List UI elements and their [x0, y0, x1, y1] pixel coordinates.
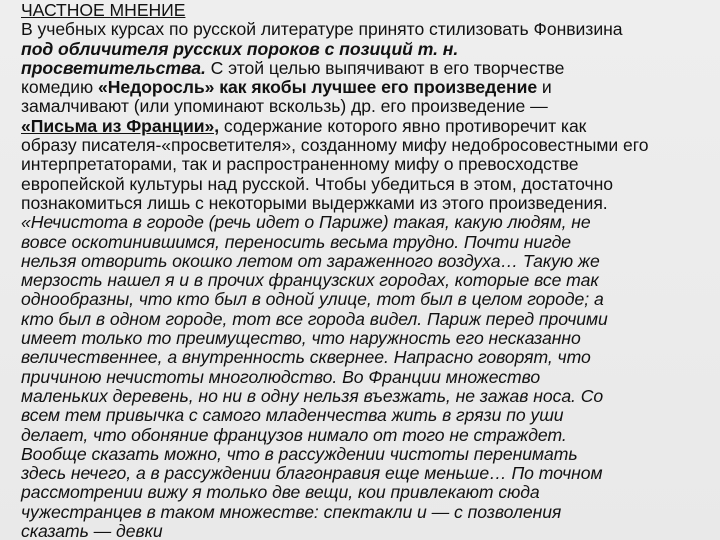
- text-segment: и: [537, 77, 552, 98]
- text-line: [21, 445, 714, 464]
- text-line: [21, 40, 714, 59]
- text-segment: европейской культуры над русской. Чтобы убедиться в этом, достаточно: [21, 173, 614, 194]
- text-line: [21, 252, 714, 271]
- text-segment: рассмотрении вижу я только две вещи, кои привлекают сюда: [21, 482, 540, 503]
- text-line: [21, 213, 714, 232]
- text-segment: вовсе оскотинившимся, переносить весьма трудно. Почти нигде: [21, 231, 571, 252]
- text-segment: однообразны, что кто был в одной улице, тот был в целом городе; а: [21, 289, 604, 310]
- text-line: [21, 175, 714, 194]
- text-line: [21, 406, 714, 425]
- text-segment: В учебных курсах по русской литературе принято стилизовать Фонвизина: [21, 19, 623, 40]
- text-line: [21, 483, 714, 502]
- text-line: [21, 97, 714, 116]
- text-segment: Вообще сказать можно, что в рассуждении чистоты перенимать: [21, 443, 578, 464]
- text-line: [21, 117, 714, 136]
- text-segment: имеет только то преимущество, что наружность его несказанно: [21, 328, 581, 349]
- text-line: [21, 271, 714, 290]
- text-line: [21, 194, 714, 213]
- text-line: [21, 310, 714, 329]
- text-segment: мерзость нашел я и в прочих французских городах, которые все так: [21, 270, 599, 291]
- text-segment: интерпретаторами, так и распространенному мифу о превосходстве: [21, 154, 579, 175]
- text-segment: величественнее, а внутренность сквернее. Напрасно говорят, что: [21, 347, 591, 368]
- text-segment: С этой целью выпячивают в его творчестве: [205, 57, 565, 78]
- text-line: [21, 20, 714, 39]
- text-segment: «Письма из Франции»,: [21, 115, 220, 136]
- text-line: [21, 78, 714, 97]
- text-segment: «Нечистота в городе (речь идет о Париже) такая, какую людям, не: [21, 212, 591, 233]
- text-line: [21, 348, 714, 367]
- text-segment: просветительства.: [21, 57, 206, 78]
- text-line: [21, 387, 714, 406]
- text-segment: делает, что обоняние французов нимало от того не страждет.: [21, 424, 567, 445]
- text-segment: всем тем привычка с самого младенчества жить в грязи по уши: [21, 405, 564, 426]
- text-line: [21, 522, 714, 540]
- text-line: [21, 233, 714, 252]
- text-segment: познакомиться лишь с некоторыми выдержками из этого произведения.: [21, 192, 608, 213]
- text-segment: нельзя отворить окошко летом от зараженного воздуха… Такую же: [21, 250, 600, 271]
- text-line: [21, 290, 714, 309]
- text-segment: кто был в одном городе, тот все города видел. Париж перед прочими: [21, 308, 608, 329]
- text-segment: комедию: [21, 77, 98, 98]
- text-line: [21, 59, 714, 78]
- text-line: [21, 136, 714, 155]
- text-segment: чужестранцев в таком множестве: спектакли и — с позволения: [21, 501, 562, 522]
- text-segment: под обличителя русских пороков с позиций т. н.: [21, 38, 459, 59]
- text-segment: маленьких деревень, но ни в одну нельзя въезжать, не зажав носа. Со: [21, 385, 604, 406]
- text-segment: сказать — девки: [21, 521, 163, 540]
- document-text: [21, 1, 714, 540]
- text-segment: замалчивают (или упоминают вскользь) др. его произведение —: [21, 96, 548, 117]
- text-line: [21, 426, 714, 445]
- text-segment: образу писателя-«просветителя», созданному мифу недобросовестными его: [21, 135, 649, 156]
- text-line: [21, 155, 714, 174]
- text-line: [21, 464, 714, 483]
- document-heading: ЧАСТНОЕ МНЕНИЕ: [21, 0, 186, 20]
- text-line: [21, 503, 714, 522]
- text-segment: «Недоросль» как якобы лучшее его произведение: [97, 77, 538, 98]
- text-line: [21, 329, 714, 348]
- text-segment: здесь нечего, а в рассуждении благонравия еще меньше… По точном: [21, 463, 603, 484]
- text-segment: причиною нечистоты многолюдство. Во Франции множество: [21, 366, 541, 387]
- text-segment: содержание которого явно противоречит как: [219, 115, 587, 136]
- text-line: [21, 368, 714, 387]
